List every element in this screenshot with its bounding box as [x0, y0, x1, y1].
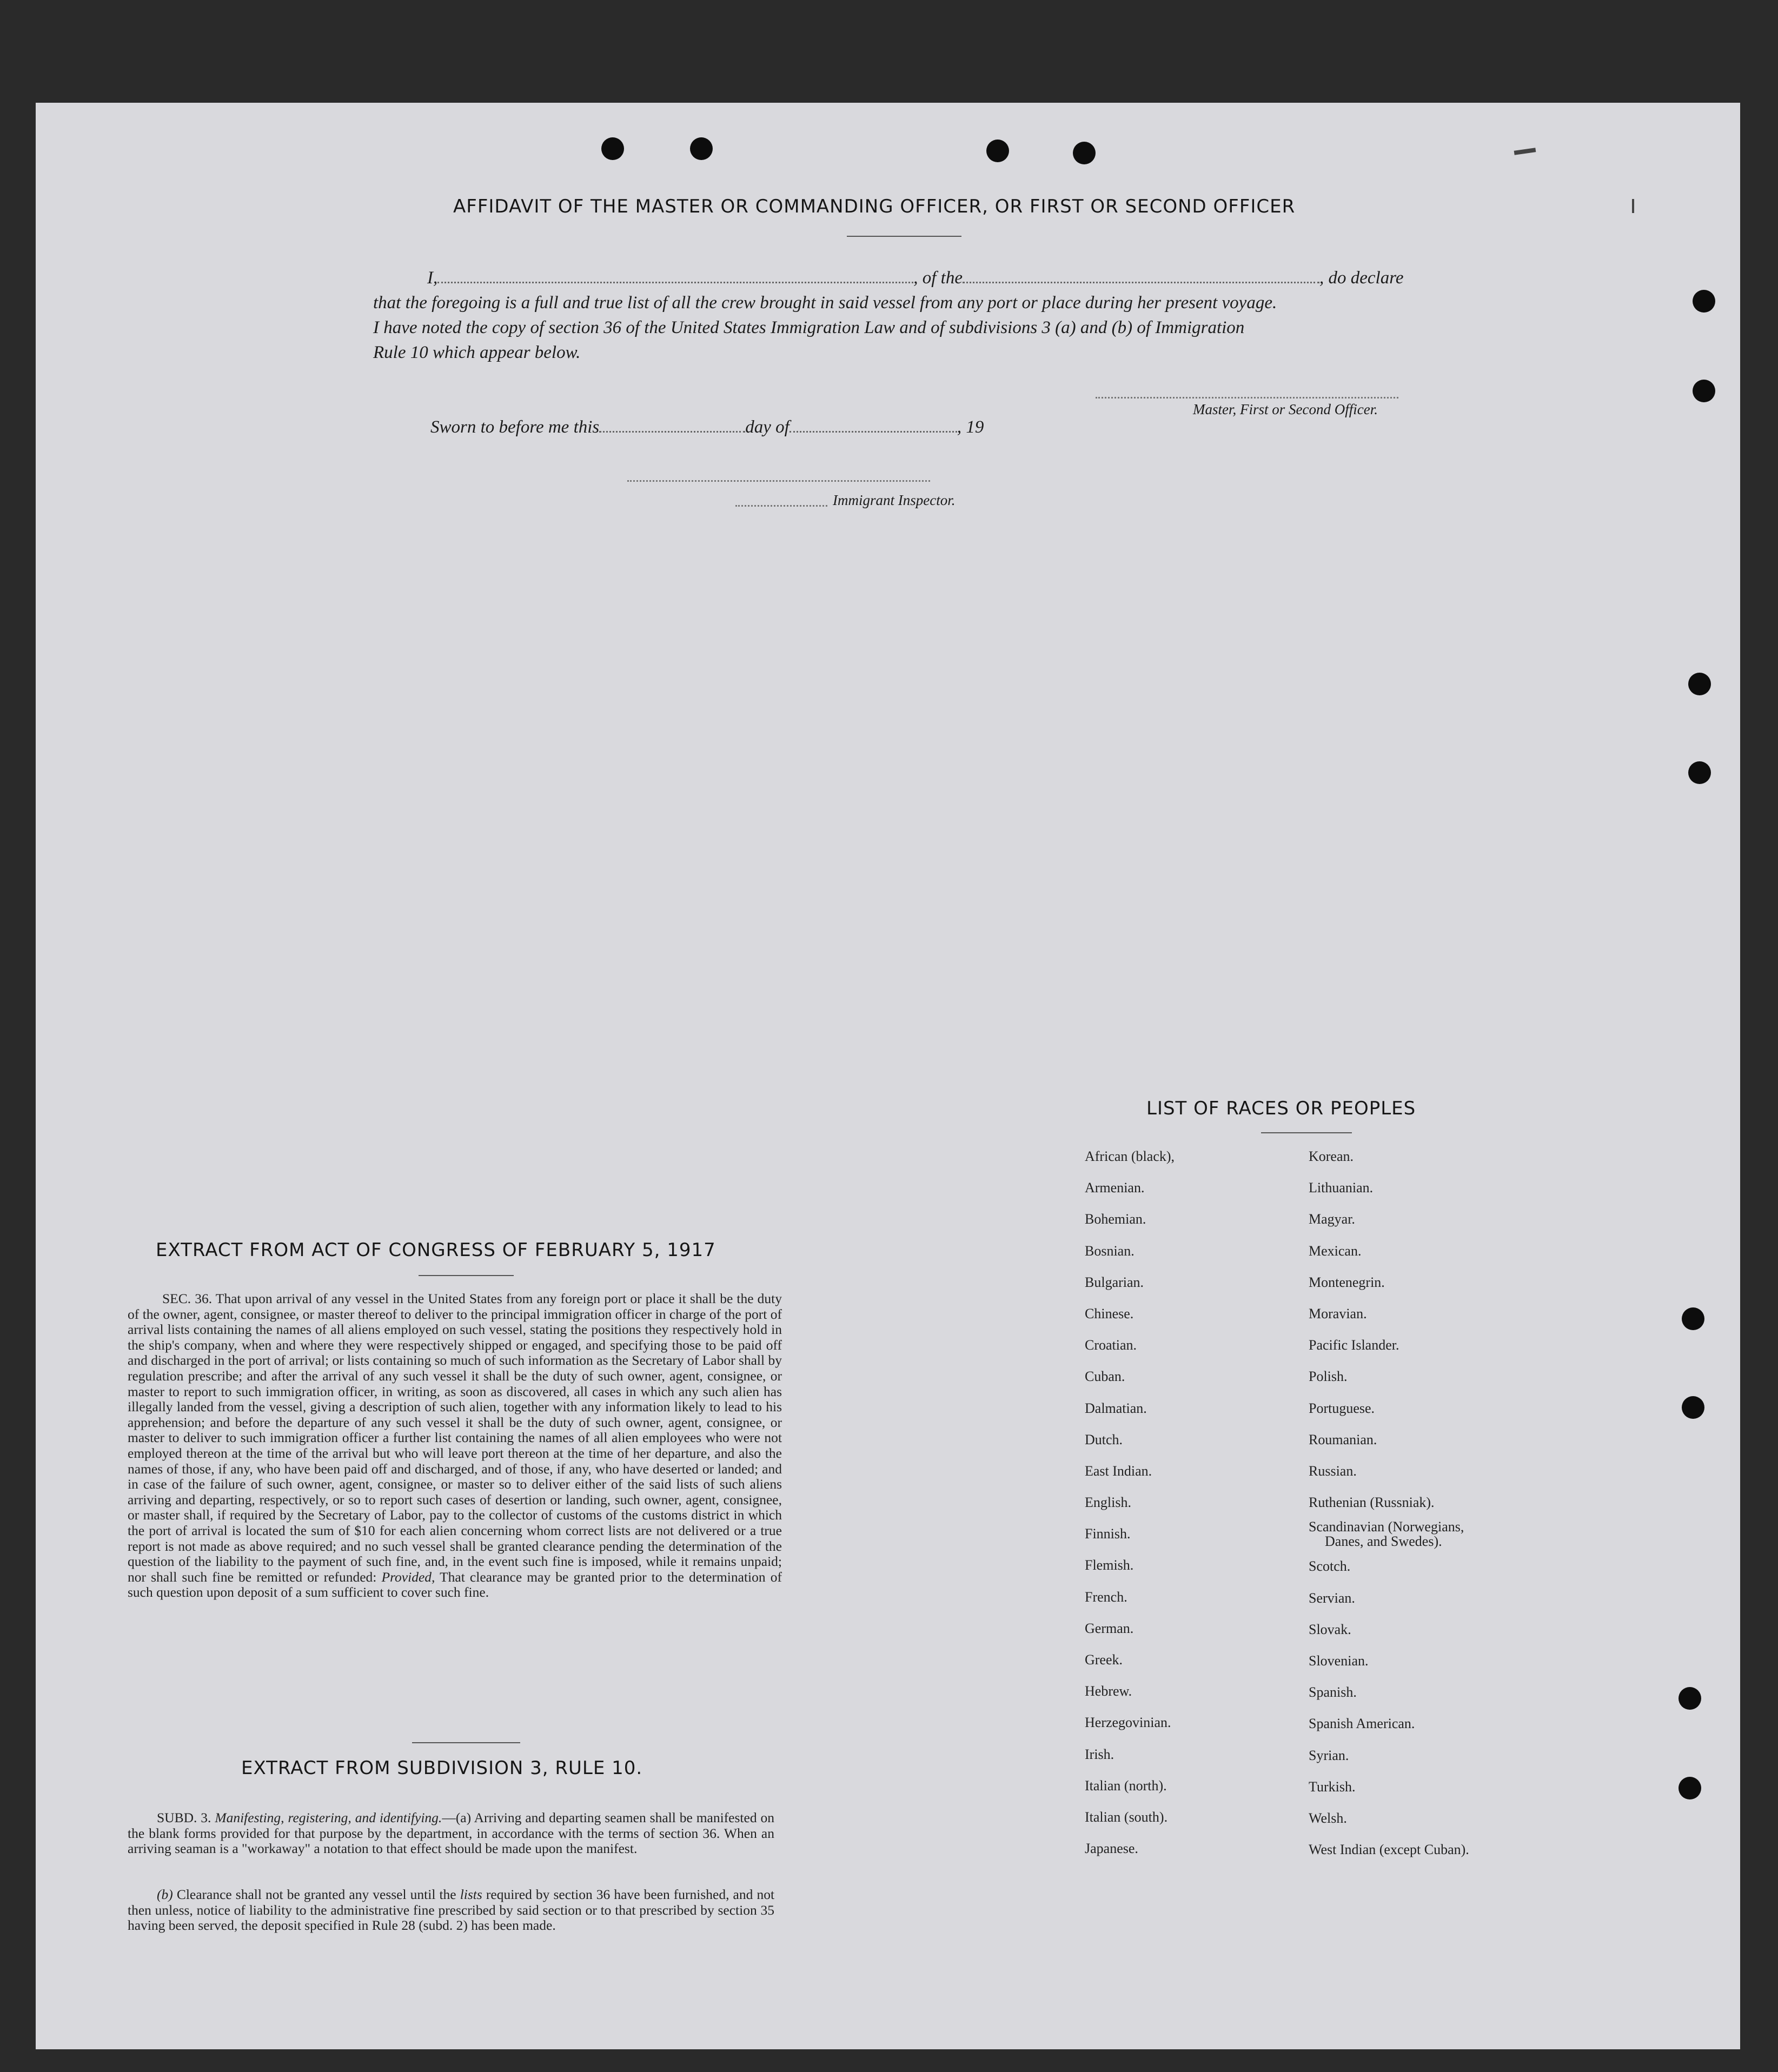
- race-item: Pacific Islander.: [1309, 1337, 1399, 1353]
- act-text: SEC. 36. That upon arrival of any vessel in the United States from any foreign port or place it shall be the duty of the owner, agent, consignee, or master thereof to deliver to the principal immigration officer in charge of the port of arrival lists containing the names of all aliens employed on such vessel, stating the positions they respectively hold in the ship's company, when and where they were respectively shipped or engaged, and specifying those to be paid off and discharged in the port of arrival; or lists containing so much of such information as the Secretary of Labor shall by regulation prescribe; and after the arrival of any such vessel it shall be the duty of such owner, agent, consignee, or master to report to such immigration officer, in writing, as soon as discovered, all cases in which any such alien has illegally landed from the vessel, giving a description of such alien, together with any information likely to lead to his apprehension; and before the departure of any such vessel it shall be the duty of such owner, agent, consignee, or master to deliver to such immigration officer a further list containing the names of all alien employees who were not employed thereon at the time of the arrival but who will leave port thereon at the time of her departure, and also the names of those, if any, who have been paid off and discharged, and of those, if any, who have deserted or landed; and in case of the failure of such owner, agent, consignee, or master so to deliver either of the said lists of such aliens arriving and departing, respectively, or so to report such cases of desertion or landing, such owner, agent, consignee, or master shall, if required by the Secretary of Labor, pay to the collector of customs of the customs district in which the port of arrival is located the sum of $10 for each alien concerning whom correct lists are not delivered or a true report is not made as above required; and no such vessel shall be granted clearance pending the determination of the question of the liability to the payment of such fine, and, in the event such fine is imposed, while it remains unpaid; nor shall such fine be remitted or refunded:: [128, 1291, 782, 1585]
- race-item: Spanish.: [1309, 1684, 1357, 1701]
- race-item: Welsh.: [1309, 1810, 1347, 1826]
- race-item: Cuban.: [1085, 1369, 1125, 1385]
- inspector-signature-line-short: [735, 505, 827, 507]
- sworn-year: , 19: [957, 417, 984, 437]
- act-title: EXTRACT FROM ACT OF CONGRESS OF FEBRUARY 5, 1917: [156, 1239, 716, 1261]
- race-item: French.: [1085, 1589, 1127, 1605]
- affidavit-line-1: [373, 268, 1439, 288]
- sworn-day-blank[interactable]: [599, 431, 745, 433]
- affidavit-title-rule: [847, 236, 961, 237]
- race-item: Italian (north).: [1085, 1777, 1167, 1794]
- races-left-column: [1085, 1141, 1175, 1864]
- vessel-blank[interactable]: [963, 282, 1319, 283]
- race-item: [1309, 1518, 1469, 1551]
- race-item: Flemish.: [1085, 1557, 1134, 1573]
- inspector-label: Immigrant Inspector.: [833, 492, 956, 508]
- sworn-line: [430, 417, 984, 437]
- act-proviso-label: Provided,: [381, 1569, 435, 1585]
- race-item: Moravian.: [1309, 1305, 1367, 1321]
- rule-text-b-1: Clearance shall not be granted any vessel until the: [176, 1887, 456, 1902]
- race-item: Scotch.: [1309, 1558, 1351, 1575]
- affidavit-pronoun: I,: [427, 268, 438, 288]
- race-item: Italian (south).: [1085, 1809, 1168, 1825]
- race-item: German.: [1085, 1620, 1134, 1636]
- race-item-line: Scandinavian (Norwegians,: [1309, 1519, 1464, 1535]
- punch-hole: [1682, 1396, 1704, 1419]
- punch-hole: [1688, 673, 1711, 695]
- affidavit-declare: , do declare: [1319, 268, 1404, 288]
- affidavit-title: AFFIDAVIT OF THE MASTER OR COMMANDING OFFICER, OR FIRST OR SECOND OFFICER: [453, 196, 1296, 217]
- rule-text-a: —(a) Arriving and departing seamen shall be manifested on the blank forms provided for that purpose by the department, in accordance with the terms of section 36. When an arriving seaman is a "workaway" a notation to that effect should be made upon the manifest.: [128, 1810, 774, 1857]
- race-item: Servian.: [1309, 1590, 1355, 1606]
- races-right-column: [1309, 1141, 1469, 1865]
- scan-mark: [1632, 199, 1634, 213]
- race-item: Mexican.: [1309, 1243, 1362, 1259]
- act-end-rule: [412, 1742, 520, 1743]
- race-item: Hebrew.: [1085, 1683, 1132, 1699]
- master-signature-line[interactable]: [1096, 397, 1398, 399]
- affidavit-line-2: that the foregoing is a full and true list of all the crew brought in said vessel from any port or place during her present voyage.: [373, 293, 1277, 313]
- race-item: Finnish.: [1085, 1526, 1131, 1542]
- race-item: Slovak.: [1309, 1621, 1351, 1637]
- master-signature-label: Master, First or Second Officer.: [1193, 401, 1378, 417]
- races-title-rule: [1261, 1132, 1352, 1133]
- inspector-signature-line[interactable]: [627, 480, 930, 482]
- punch-hole: [1679, 1687, 1701, 1710]
- punch-hole: [1073, 142, 1096, 164]
- rule-subd-heading: Manifesting, registering, and identifying.: [215, 1810, 442, 1825]
- race-item: Greek.: [1085, 1652, 1123, 1668]
- punch-hole: [1682, 1307, 1704, 1330]
- punch-hole: [1679, 1777, 1701, 1799]
- race-item: East Indian.: [1085, 1463, 1152, 1479]
- race-item: Japanese.: [1085, 1841, 1138, 1857]
- affidavit-line-4: Rule 10 which appear below.: [373, 343, 581, 362]
- race-item: Russian.: [1309, 1463, 1357, 1479]
- rule-text-b-2: required by section 36 have been furnished, and not then unless, notice of liability to the administrative fine prescribed by said section or to that prescribed by section 35 having been served, the deposit specified in Rule 28 (subd. 2) has been made.: [128, 1887, 775, 1934]
- punch-hole: [690, 137, 713, 160]
- name-blank[interactable]: [437, 282, 913, 283]
- race-item-line: Danes, and Swedes).: [1325, 1533, 1442, 1550]
- affidavit-of-the: , of the: [913, 268, 963, 288]
- race-item: West Indian (except Cuban).: [1309, 1842, 1469, 1858]
- punch-hole: [1693, 290, 1715, 313]
- rule-b-label: (b): [157, 1887, 173, 1902]
- race-item: Chinese.: [1085, 1305, 1134, 1321]
- act-section-36: [128, 1291, 782, 1601]
- race-item: Ruthenian (Russniak).: [1309, 1495, 1435, 1511]
- rule-title: EXTRACT FROM SUBDIVISION 3, RULE 10.: [241, 1757, 643, 1779]
- races-title: LIST OF RACES OR PEOPLES: [1146, 1098, 1416, 1119]
- sworn-month-blank[interactable]: [790, 431, 957, 433]
- punch-hole: [986, 140, 1009, 162]
- punch-hole: [1693, 380, 1715, 402]
- race-item: Herzegovinian.: [1085, 1715, 1171, 1731]
- race-item: Bohemian.: [1085, 1211, 1146, 1227]
- race-item: African (black),: [1085, 1148, 1175, 1164]
- act-title-rule: [419, 1275, 514, 1276]
- punch-hole: [601, 137, 624, 160]
- rule-subd-label: SUBD. 3.: [157, 1810, 211, 1825]
- race-item: Lithuanian.: [1309, 1180, 1374, 1196]
- punch-hole: [1688, 761, 1711, 784]
- race-item: Bulgarian.: [1085, 1274, 1144, 1290]
- sworn-text: Sworn to before me this: [430, 417, 600, 437]
- race-item: Dalmatian.: [1085, 1400, 1147, 1416]
- rule-subdivision-a: [128, 1810, 774, 1857]
- race-item: Montenegrin.: [1309, 1274, 1385, 1290]
- act-proviso-text: That clearance may be granted prior to the determination of such question upon deposit of a sum sufficient to cover such fine.: [128, 1569, 782, 1601]
- sworn-day-of: day of: [745, 417, 790, 437]
- race-item: English.: [1085, 1495, 1131, 1511]
- race-item: Croatian.: [1085, 1337, 1137, 1353]
- race-item: Magyar.: [1309, 1211, 1355, 1227]
- rule-subdivision-b: [128, 1887, 774, 1934]
- race-item: Irish.: [1085, 1746, 1114, 1762]
- race-item: Bosnian.: [1085, 1243, 1135, 1259]
- race-item: Turkish.: [1309, 1778, 1356, 1795]
- affidavit-line-3: I have noted the copy of section 36 of the United States Immigration Law and of subdivisions 3 (a) and (b) of Immigration: [373, 318, 1245, 337]
- rule-text-b-lists: lists: [460, 1887, 482, 1902]
- race-item: Dutch.: [1085, 1431, 1123, 1447]
- race-item: Roumanian.: [1309, 1431, 1377, 1447]
- race-item: Syrian.: [1309, 1747, 1349, 1763]
- race-item: Korean.: [1309, 1148, 1354, 1164]
- race-item: Spanish American.: [1309, 1716, 1415, 1732]
- race-item: Armenian.: [1085, 1180, 1145, 1196]
- race-item: Polish.: [1309, 1369, 1348, 1385]
- race-item: Slovenian.: [1309, 1653, 1369, 1669]
- race-item: Portuguese.: [1309, 1400, 1375, 1416]
